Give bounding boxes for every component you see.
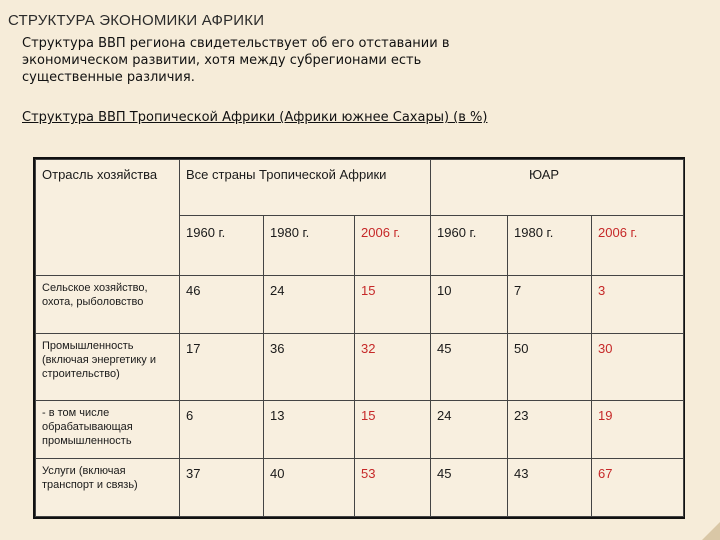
header-south-africa: ЮАР: [431, 160, 684, 216]
year-header: 2006 г.: [592, 216, 684, 276]
table-cell: 24: [264, 276, 355, 334]
table-cell: 15: [355, 276, 431, 334]
table-cell: 13: [264, 401, 355, 459]
table-row: [36, 459, 684, 517]
table-cell: 45: [431, 334, 508, 401]
year-header: 1980 г.: [508, 216, 592, 276]
table-cell: 15: [355, 401, 431, 459]
table-cell: 43: [508, 459, 592, 517]
gdp-structure-table: [33, 157, 685, 519]
table-cell: 30: [592, 334, 684, 401]
table-cell: 23: [508, 401, 592, 459]
table-cell: 7: [508, 276, 592, 334]
year-header: 1960 г.: [180, 216, 264, 276]
table-row: [36, 276, 684, 334]
header-sector: Отрасль хозяйства: [36, 160, 180, 276]
header-all-tropical-africa: Все страны Тропической Африки: [180, 160, 431, 216]
table-cell: 53: [355, 459, 431, 517]
table-cell: 40: [264, 459, 355, 517]
row-label: Услуги (включая транспорт и связь): [36, 459, 180, 517]
table-cell: 50: [508, 334, 592, 401]
slide-title: СТРУКТУРА ЭКОНОМИКИ АФРИКИ: [8, 12, 265, 29]
row-label: - в том числе обрабатывающая промышленность: [36, 401, 180, 459]
year-header: 1960 г.: [431, 216, 508, 276]
row-label: Сельское хозяйство, охота, рыболовство: [36, 276, 180, 334]
table-cell: 19: [592, 401, 684, 459]
table-subtitle: Структура ВВП Тропической Африки (Африки южнее Сахары) (в %): [22, 110, 488, 125]
table-cell: 67: [592, 459, 684, 517]
table-cell: 24: [431, 401, 508, 459]
table-cell: 46: [180, 276, 264, 334]
year-header: 1980 г.: [264, 216, 355, 276]
table-cell: 32: [355, 334, 431, 401]
table-cell: 10: [431, 276, 508, 334]
table-cell: 17: [180, 334, 264, 401]
table-row: [36, 401, 684, 459]
table-cell: 45: [431, 459, 508, 517]
intro-text: Структура ВВП региона свидетельствует об его отставании в экономическом развитии, хотя между субрегионами есть существенные различия.: [22, 36, 450, 85]
table-row: [36, 334, 684, 401]
year-header: 2006 г.: [355, 216, 431, 276]
table-cell: 37: [180, 459, 264, 517]
table-cell: 6: [180, 401, 264, 459]
table-cell: 3: [592, 276, 684, 334]
row-label: Промышленность (включая энергетику и строительство): [36, 334, 180, 401]
table-cell: 36: [264, 334, 355, 401]
corner-decoration: [702, 522, 720, 540]
